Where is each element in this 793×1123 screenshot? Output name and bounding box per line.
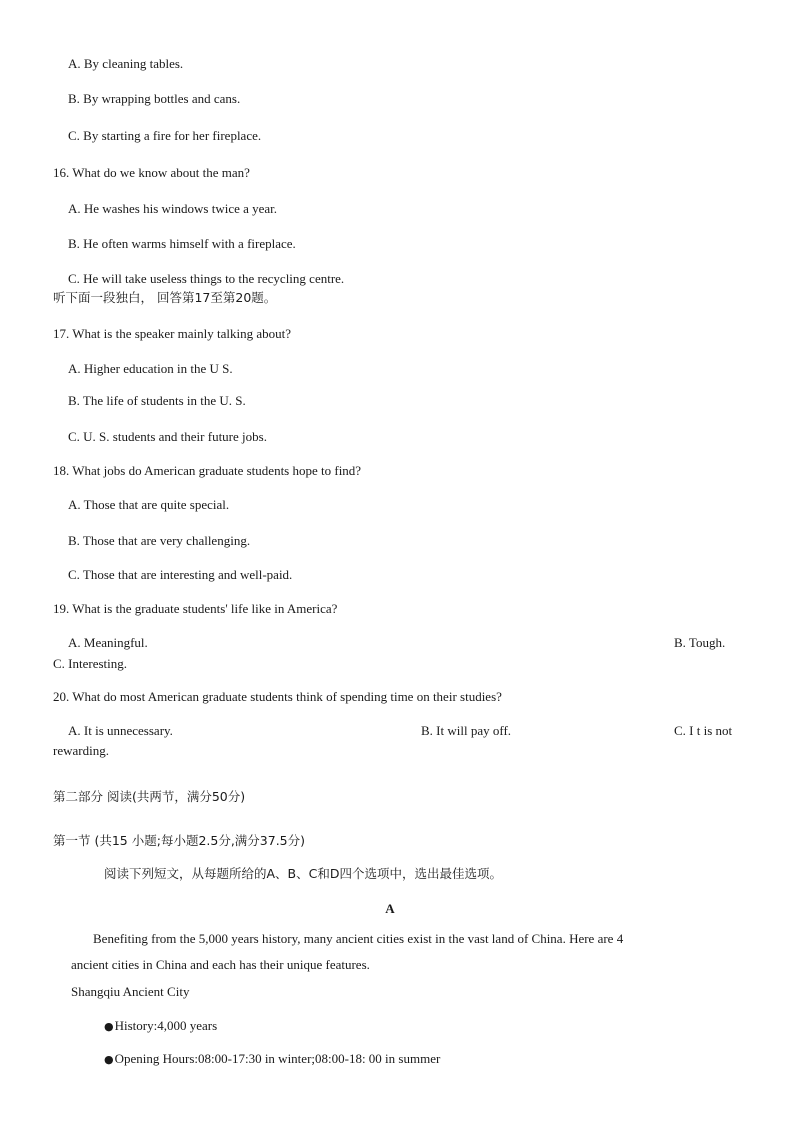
q20-option-b: B. It will pay off. [421,723,512,738]
section-intro-17-20: 听下面一段独白， 回答第17至第20题。 [53,290,277,305]
q18-option-b: B. Those that are very challenging. [68,533,251,548]
part2-instruction: 阅读下列短文，从每题所给的A、B、C和D四个选项中，选出最佳选项。 [104,866,502,881]
q15-option-c: C. By starting a fire for her fireplace. [68,128,262,143]
city1-name: Shangqiu Ancient City [71,984,190,999]
q18-option-c: C. Those that are interesting and well-paid. [68,567,293,582]
q19-option-a: A. Meaningful. [68,635,148,650]
q16-question: 16. What do we know about the man? [53,165,250,180]
q19-option-b: B. Tough. [674,635,726,650]
q16-option-b: B. He often warms himself with a fireplace. [68,236,296,251]
city1-opening-hours: ● Opening Hours:08:00-17:30 in winter;08:00-18: 00 in summer [104,1051,440,1068]
q15-option-a: A. By cleaning tables. [68,56,184,71]
q20-option-c: C. I t is not [674,723,733,738]
q17-option-a: A. Higher education in the U S. [68,361,233,376]
q17-option-c: C. U. S. students and their future jobs. [68,429,267,444]
city1-history: ● History:4,000 years [104,1018,217,1035]
q18-question: 18. What jobs do American graduate students hope to find? [53,463,362,478]
part2-title: 第二部分 阅读(共两节，满分50分) [53,789,246,804]
q19-option-c: C. Interesting. [53,656,128,671]
q20-option-c-continued: rewarding. [53,743,109,758]
q20-option-a: A. It is unnecessary. [68,723,173,738]
part2-section1-heading: 第一节 (共15 小题;每小题2.5分,满分37.5分) [53,833,306,848]
q18-option-a: A. Those that are quite special. [68,497,230,512]
q19-question: 19. What is the graduate students' life like in America? [53,601,338,616]
q16-option-c: C. He will take useless things to the recycling centre. [68,271,345,286]
passage-a-label: A [385,901,395,916]
q17-option-b: B. The life of students in the U. S. [68,393,246,408]
q17-question: 17. What is the speaker mainly talking about? [53,326,292,341]
q20-question: 20. What do most American graduate students think of spending time on their studies? [53,689,502,704]
passage-a-para1-line1: Benefiting from the 5,000 years history, many ancient cities exist in the vast land of China. Here are 4 [93,931,624,946]
q16-option-a: A. He washes his windows twice a year. [68,201,278,216]
passage-a-para1-line2: ancient cities in China and each has their unique features. [71,957,370,972]
q15-option-b: B. By wrapping bottles and cans. [68,91,241,106]
